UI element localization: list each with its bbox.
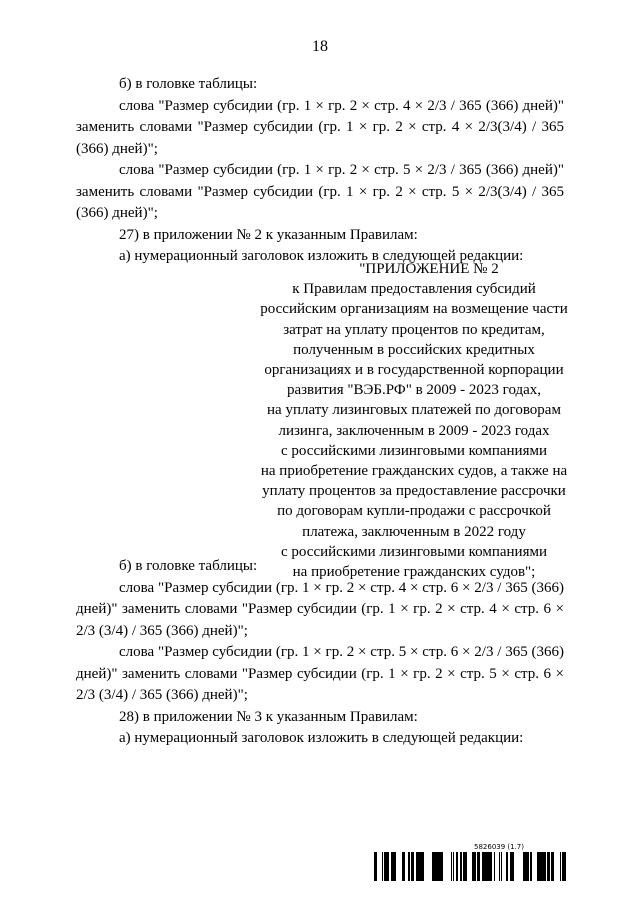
paragraph-replace-words-2: слова "Размер субсидии (гр. 1 × гр. 2 × стр. 5 × 2/3 / 365 (366) дней)" заменить словами "Размер субсидии (гр. 1 × гр. 2 × стр. 5 × 2/3(3/4) / 365 (366) дней)"; bbox=[76, 162, 564, 221]
document-barcode bbox=[374, 843, 572, 883]
paragraph-table-header-1: б) в головке таблицы: bbox=[119, 76, 258, 92]
paragraph-item-27: 27) в приложении № 2 к указанным Правилам: bbox=[119, 226, 418, 243]
appendix-line: лизинга, заключенным в 2009 - 2023 годах bbox=[278, 422, 550, 439]
appendix-line: на уплату лизинговых платежей по договорам bbox=[267, 402, 561, 419]
appendix-line: с российскими лизинговыми компаниями bbox=[281, 543, 547, 560]
appendix-line: платежа, заключенным в 2022 году bbox=[302, 523, 526, 540]
appendix-line: полученным в российских кредитных bbox=[293, 341, 535, 358]
appendix-line: уплату процентов за предоставление рассрочки bbox=[262, 483, 566, 500]
section-1 bbox=[76, 74, 564, 268]
barcode-image bbox=[374, 852, 572, 881]
appendix-line: на приобретение гражданских судов, а также на bbox=[260, 463, 568, 480]
barcode-label: 5826039 (1.7) bbox=[474, 843, 524, 851]
appendix-line: на приобретение гражданских судов"; bbox=[292, 564, 536, 581]
appendix-heading-block bbox=[246, 259, 582, 582]
paragraph-numbered-heading-2: а) нумерационный заголовок изложить в следующей редакции: bbox=[119, 730, 524, 746]
appendix-line: развития "ВЭБ.РФ" в 2009 - 2023 годах, bbox=[286, 382, 542, 399]
paragraph-replace-words-1: слова "Размер субсидии (гр. 1 × гр. 2 × стр. 4 × 2/3 / 365 (366) дней)" заменить словами "Размер субсидии (гр. 1 × гр. 2 × стр. 4 × 2/3(3/4) / 365 (366) дней)"; bbox=[76, 97, 564, 157]
appendix-line: затрат на уплату процентов по кредитам, bbox=[283, 321, 545, 338]
paragraph-replace-words-3: слова "Размер субсидии (гр. 1 × гр. 2 × стр. 4 × стр. 6 × 2/3 / 365 (366) дней)" заменить словами "Размер субсидии (гр. 1 × гр. 2 × стр. 4 × стр. 6 × 2/3 (3/4) / 365 (366) дней)"; bbox=[76, 579, 564, 639]
appendix-line: российским организациям на возмещение части bbox=[260, 301, 568, 318]
appendix-title: "ПРИЛОЖЕНИЕ № 2 bbox=[359, 261, 499, 277]
paragraph-replace-words-4: слова "Размер субсидии (гр. 1 × гр. 2 × стр. 5 × стр. 6 × 2/3 / 365 (366) дней)" заменить словами "Размер субсидии (гр. 1 × гр. 2 × стр. 5 × стр. 6 × 2/3 (3/4) / 365 (366) дней)"; bbox=[76, 644, 564, 703]
section-2 bbox=[76, 556, 564, 750]
paragraph-table-header-2: б) в головке таблицы: bbox=[119, 558, 258, 574]
appendix-line: по договорам купли-продажи с рассрочкой bbox=[277, 503, 551, 520]
appendix-line: к Правилам предоставления субсидий bbox=[292, 281, 536, 298]
page-number: 18 bbox=[312, 38, 328, 55]
appendix-line: организациях и в государственной корпорации bbox=[264, 362, 564, 379]
paragraph-item-28: 28) в приложении № 3 к указанным Правилам: bbox=[119, 708, 418, 725]
paragraph-numbered-heading-1: а) нумерационный заголовок изложить в следующей редакции: bbox=[119, 248, 524, 264]
appendix-line: с российскими лизинговыми компаниями bbox=[281, 442, 547, 459]
